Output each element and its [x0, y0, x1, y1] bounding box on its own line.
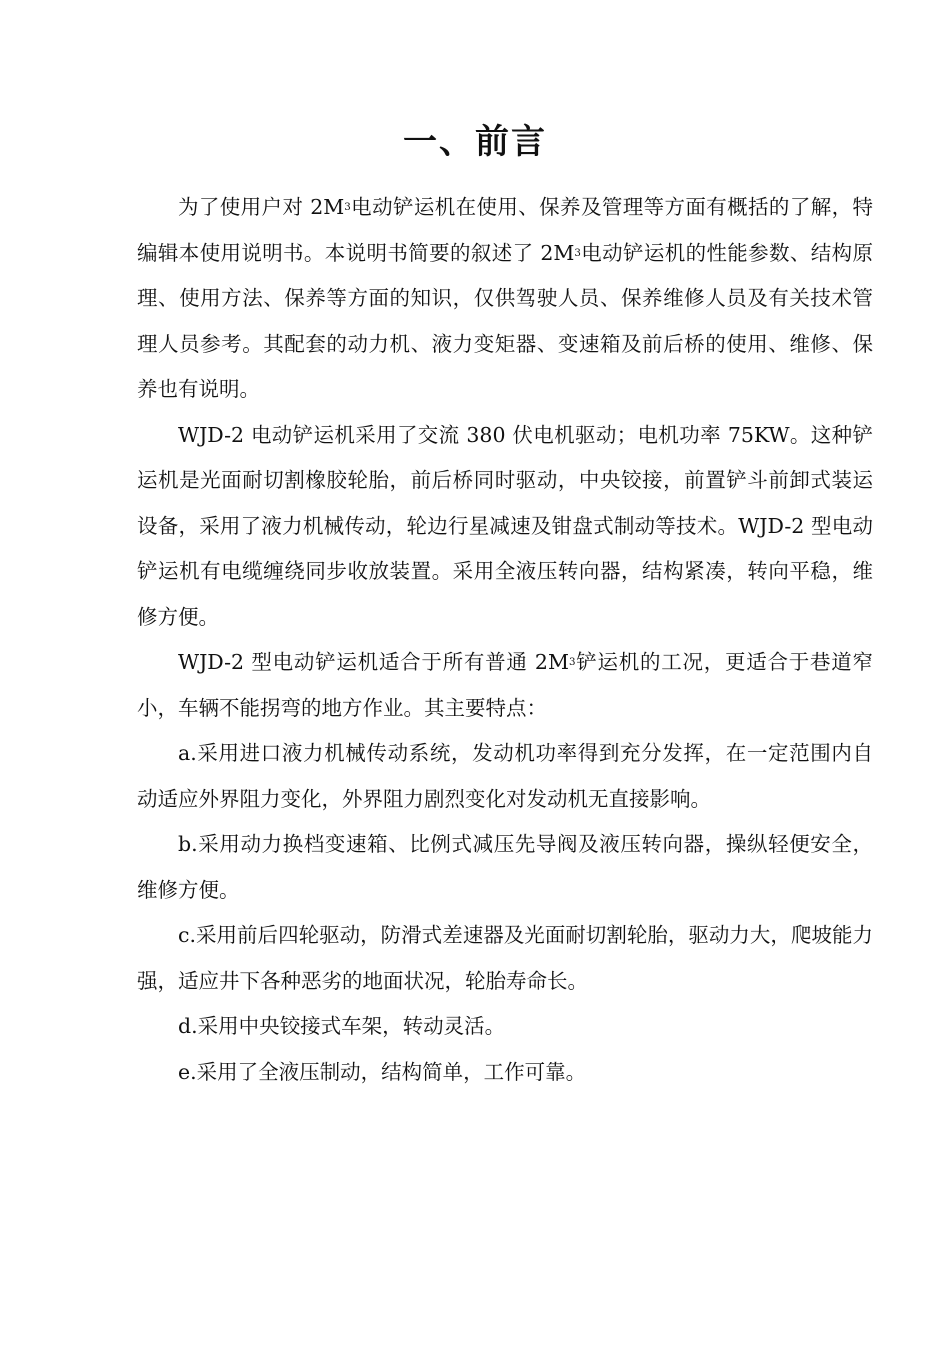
body-paragraph	[137, 913, 873, 1004]
paragraph-text: c.采用前后四轮驱动，防滑式差速器及光面耐切割轮胎，驱动力大，爬坡能力强，适应井下各种恶劣的地面状况，轮胎寿命长。	[137, 923, 873, 993]
paragraph-text: b.采用动力换档变速箱、比例式减压先导阀及液压转向器，操纵轻便安全，维修方便。	[137, 832, 873, 902]
paragraph-text: a.采用进口液力机械传动系统，发动机功率得到充分发挥，在一定范围内自动适应外界阻力变化，外界阻力剧烈变化对发动机无直接影响。	[137, 741, 873, 811]
paragraph-text: e.采用了全液压制动，结构简单，工作可靠。	[178, 1059, 587, 1084]
body-paragraph	[137, 640, 873, 731]
paragraph-text: 为了使用户对 2M	[178, 195, 345, 219]
page-title: 一、前言	[403, 122, 547, 162]
superscript-text: 3	[574, 246, 581, 259]
paragraph-text: WJD-2 电动铲运机采用了交流 380 伏电机驱动；电机功率 75KW。这种铲运机是光面耐切割橡胶轮胎，前后桥同时驱动，中央铰接，前置铲斗前卸式装运设备，采用了液力机械传动，轮边行星减速及钳盘式制动等技术。WJD-2 型电动铲运机有电缆缠绕同步收放装置。采用全液压转向器，结构紧凑，转向平稳，维修方便。	[137, 422, 873, 629]
body-paragraph	[137, 731, 873, 822]
body-paragraph	[137, 185, 873, 413]
document-body	[137, 185, 873, 1095]
body-paragraph	[137, 822, 873, 913]
superscript-text: 3	[344, 201, 351, 214]
superscript-text: 3	[568, 656, 576, 669]
paragraph-text: WJD-2 型电动铲运机适合于所有普通 2M	[178, 650, 569, 674]
body-paragraph	[137, 1050, 873, 1096]
paragraph-text: 铲运机的工况，更适合于巷道窄小，车辆不能拐弯的地方作业。其主要特点：	[137, 650, 874, 720]
paragraph-text: 电动铲运机在使用、保养及管理等方面有概括的了解，特编辑本使用说明书。本说明书简要的叙述了 2M	[137, 195, 873, 265]
body-paragraph	[137, 1004, 873, 1050]
paragraph-text: 电动铲运机的性能参数、结构原理、使用方法、保养等方面的知识，仅供驾驶人员、保养维修人员及有关技术管理人员参考。其配套的动力机、液力变矩器、变速箱及前后桥的使用、维修、保养也有说明。	[137, 240, 873, 401]
paragraph-text: d.采用中央铰接式车架，转动灵活。	[178, 1014, 506, 1038]
body-paragraph	[137, 413, 873, 641]
